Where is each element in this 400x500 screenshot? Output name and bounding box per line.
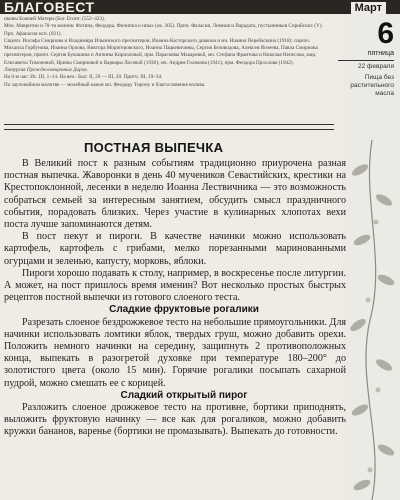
divider	[338, 60, 394, 61]
article-body	[4, 158, 346, 439]
old-style-date: 22 февраля	[358, 63, 394, 70]
watermark: БЛАГОВЕСТ	[4, 0, 95, 15]
paragraph: В Великий пост к разным событиям традиционно приурочена разная постная выпечка. Жаворонки в день 40 мучеников Севастийских, крестики на Крестопоклонной, лесенки в неделю Иоанна Лествичника — это возможность собраться семьей за интересным занятием, обсудить смысл праздничного события, порадовать близких. Через участие в кулинарных хлопотах вехи поста лучше запоминаются детям.	[4, 158, 346, 231]
saints-line: иконы Божией Матери (Бог. Египт. (552–423).	[4, 16, 106, 22]
fast-note: Пища без растительного масла	[350, 74, 394, 97]
recipe-title: Сладкий открытый пирог	[120, 389, 248, 401]
section-divider	[4, 124, 334, 130]
recipe-text: Разрезать слоеное бездрожжевое тесто на небольшие прямоугольники. Для начинки использовать ломтики яблок, твердых груш, можно добавить орехи. Положить немного начинки на середину, защипнуть 2 противоположных конца, выпекать в разогретой духовке при температуре 180–200° до золотистого цвета (около 15 мин). Горячие рогалики посыпать сахарной пудрой, можно смешать ее с корицей.	[4, 316, 346, 389]
recipe-text: Разложить слоеное дрожжевое тесто на противне, бортики приподнять, выложить фруктовую начинку — все как для рогаликов, можно добавить кружки бананов, варенье (бортики не промазывать). Выпекать до готовности.	[4, 402, 346, 438]
recipe-title: Сладкие фруктовые рогалики	[109, 304, 259, 316]
saints-line: Сщмчч. Иосифа Смирнова и Владимира Ильинского пресвитеров, Иоанна Касторского диакона и мч. Иоанна Перебаскина (1918); сщмчч. Михаила Горбунова, Иоанна Орлова, Виктора Моригеровского, Иоанна Пацкевичины, Сергия Беловодова, Алексея Яснеева, Павла Смирнова пресвитеров, прмчч. Сергия Букашина и Аппины Кирилловой, прм. Параскевы Макаровой, мч. Стефана Франтова и Николая Непесова, мцц. Елисаветы Тимоновой, Ирины Смирновой и Варвары Лосевой (1938); мч. Андрея Голикова (1941); прм. Феодора Прохлова (1942).	[4, 37, 318, 66]
liturgy-line: Литургия Преждеосвященных Даров.	[4, 67, 88, 74]
paragraph: Пироги хорошо подавать к столу, например, в воскресенье после литургии. А может, на пост пришлось время именин? Вот несколько простых быстрых рецептов постной выпечки из готового слоеного теста.	[4, 267, 346, 304]
top-banner	[0, 0, 400, 14]
readings-line: На 6-м час: Ис. III, 1–14. На веч.: Быт. II, 20 — III, 20. Притч. III, 19–34.	[4, 74, 163, 81]
month-heading: Март	[351, 2, 386, 14]
paragraph: В пост пекут и пироги. В качестве начинки можно использовать картофель, картофель с грибами, мелко порезанными маринованными огурцами и зеленью, капусту, морковь, яблоки.	[4, 231, 346, 267]
prayer-note: По заупокойном молитве — молебный канон мч. Феодору Тирону и благословение колива.	[4, 81, 206, 88]
day-number: 6	[377, 17, 394, 50]
saints-line: Мчч. Мавритии и 70-ти воинов: Фотина, Феодора, Филиппа и иных (ок. 305). Прпп. Фаласия, Лимния и Варадата, пустынников Сирийских (V). Прп. Афанасия исп. (821).	[4, 23, 323, 37]
section-title: ПОСТНАЯ ВЫПЕЧКА	[84, 140, 224, 155]
saints-commemoration	[4, 16, 326, 89]
calendar-date	[338, 17, 394, 98]
weekday: пятница	[367, 50, 394, 57]
leaf-ornament-icon	[342, 140, 400, 500]
